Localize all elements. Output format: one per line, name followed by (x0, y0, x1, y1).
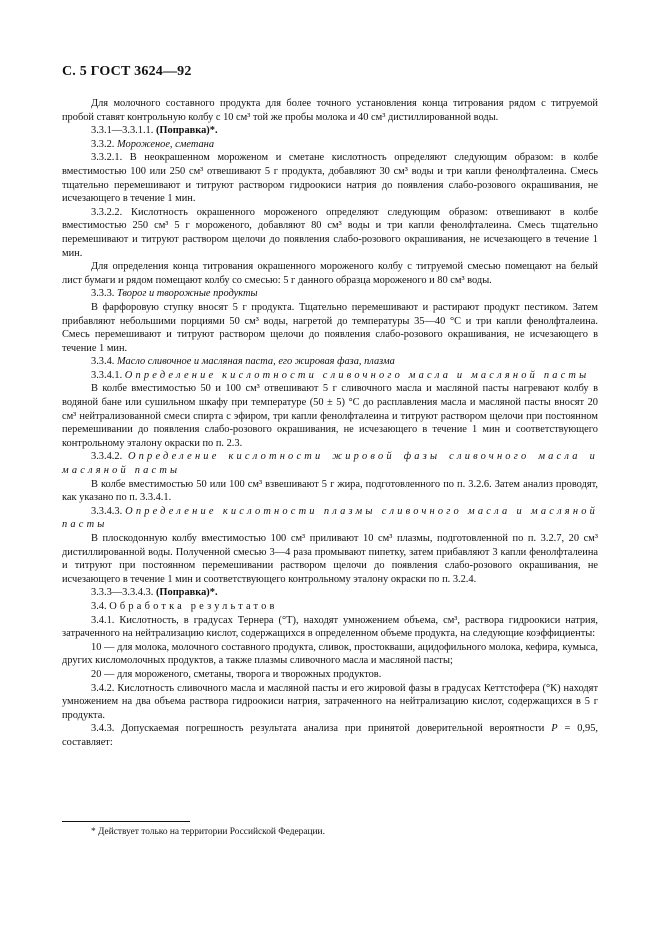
paragraph: 3.3.2.1. В неокрашенном мороженом и сметане кислотность определяют следующим образом: в колбе вместимостью 100 или 250 см³ отвешивают 5 г продукта, добавляют 30 см³ воды и три капли фенолфталеина. Смесь тщательно перемешивают и титруют раствором гидроокиси натрия до появления слабо-розового окрашивания, не исчезающего в течение 1 мин. (62, 152, 598, 205)
paragraph (62, 124, 598, 138)
section-title: Определение кислотности плазмы сливочного масла и масляной пасты (62, 505, 598, 531)
clause-number: 3.3.2. (91, 138, 115, 150)
section-heading (62, 600, 598, 614)
clause-number: 3.4. (91, 600, 107, 612)
paragraph: В колбе вместимостью 50 или 100 см³ взвешивают 5 г жира, подготовленного по п. 3.2.6. Затем анализ проводят, как указано по п. 3.3.4.1. (62, 478, 598, 504)
section-title: Обработка результатов (109, 600, 278, 612)
clause-number: 3.3.4.1. (91, 369, 123, 381)
paragraph-text: 3.4.3. Допускаемая погрешность результата анализа при принятой доверительной вероятности (91, 723, 545, 735)
paragraph: В колбе вместимостью 50 и 100 см³ отвешивают 5 г сливочного масла и масляной пасты нагревают колбу в водяной бане или сушильном шкафу при температуре (50 ± 5) °С до расплавления масла и масляной пасты вносят 20 см³ нейтрализованной смеси спирта с эфиром, три капли фенолфталеина и титруют раствором щелочи при постоянном перемешивании до появления слабо-розового окрашивания, не исчезающего в течение 1 мин и соответствующего контрольному эталону окраски по п. 2.3. (62, 383, 598, 449)
paragraph: Для определения конца титрования окрашенного мороженого колбу с титруемой смесью помещают на белый лист бумаги и рядом помещают колбу со смесью: 5 г данного образца мороженого и 80 см³ воды. (62, 261, 598, 286)
section-heading (62, 355, 598, 369)
section-heading (62, 505, 598, 532)
section-title: Творог и творожные продукты (117, 288, 258, 300)
document-body (62, 97, 598, 750)
clause-number: 3.3.1—3.3.1.1. (91, 125, 154, 137)
paragraph-tail: = 0,95, составляет: (62, 723, 598, 748)
paragraph: В фарфоровую ступку вносят 5 г продукта. Тщательно перемешивают и растирают продукт пестиком. Затем прибавляют небольшими порциями 50 см³ воды, нагретой до температуры 35—40 °С и три капли фенолфталеина. Смесь перемешивают и титруют раствором щелочи до появления слабо-розового окрашивания, не исчезающего в течение 1 мин. (62, 301, 598, 354)
footnote-divider (62, 821, 190, 822)
paragraph (62, 722, 598, 749)
clause-number: 3.3.4.3. (91, 505, 123, 517)
section-title: Определение кислотности сливочного масла и масляной пасты (124, 369, 590, 381)
variable: P (551, 723, 558, 735)
amendment-note: (Поправка)*. (155, 125, 218, 137)
section-heading (62, 138, 598, 152)
paragraph: 10 — для молока, молочного составного продукта, сливок, простокваши, ацидофильного молока, кефира, кумыса, других кисломолочных продуктов, а также плазмы сливочного масла и масляной пасты; (62, 641, 598, 667)
paragraph: Для молочного составного продукта для более точного установления конца титрования рядом с титруемой пробой ставят контрольную колбу с 10 см³ той же пробы молока и 40 см³ дистиллированной воды. (62, 98, 598, 123)
clause-number: 3.3.4.2. (91, 451, 123, 463)
footnote: * Действует только на территории Российской Федерации. (91, 827, 325, 837)
clause-number: 3.3.3. (91, 288, 115, 300)
paragraph: 3.4.1. Кислотность, в градусах Тернера (°Т), находят умножением объема, см³, раствора гидроокиси натрия, затраченного на нейтрализацию кислот, содержащихся в определенном объеме продукта, на следующие коэффициенты: (62, 614, 598, 640)
paragraph: В плоскодонную колбу вместимостью 100 см³ приливают 10 см³ плазмы, подготовленной по п. 3.2.7, 20 см³ дистиллированной воды. Полученной смесью 3—4 раза промывают пипетку, затем прибавляют 3 капли фенолфталеина и титруют при постоянном перемешивании раствором щелочи до появления слабо-розового окрашивания, не исчезающего в течение 1 мин и соответствующего контрольному эталону окраски по п. 3.2.4. (62, 533, 598, 585)
paragraph: 3.4.2. Кислотность сливочного масла и масляной пасты и его жировой фазы в градусах Кеттстофера (°К) находят умножением на два объема раствора гидроокиси натрия, затраченного на нейтрализацию кислот, содержащихся в 5 г продукта. (62, 682, 598, 721)
page-header: С. 5 ГОСТ 3624—92 (62, 64, 192, 79)
clause-number: 3.3.3—3.3.4.3. (91, 587, 154, 599)
section-heading (62, 369, 598, 383)
paragraph: 3.3.2.2. Кислотность окрашенного мороженого определяют следующим образом: отвешивают в колбе вместимостью 250 см³ 5 г мороженого, добавляют 80 см³ воды и три капли фенолфталеина. Смесь тщательно перемешивают и титруют раствором щелочи до появления слабо-розового окрашивания, не исчезающего в течение 1 мин. (62, 206, 598, 259)
paragraph (62, 586, 598, 600)
clause-number: 3.3.4. (91, 356, 115, 368)
amendment-note: (Поправка)*. (155, 587, 218, 599)
section-title: Определение кислотности жировой фазы сливочного масла и масляной пасты (62, 451, 598, 477)
paragraph: 20 — для мороженого, сметаны, творога и творожных продуктов. (91, 668, 382, 680)
section-heading (62, 450, 598, 477)
section-heading (62, 287, 598, 301)
section-title: Мороженое, сметана (117, 138, 215, 150)
section-title: Масло сливочное и масляная паста, его жировая фаза, плазма (117, 356, 395, 368)
